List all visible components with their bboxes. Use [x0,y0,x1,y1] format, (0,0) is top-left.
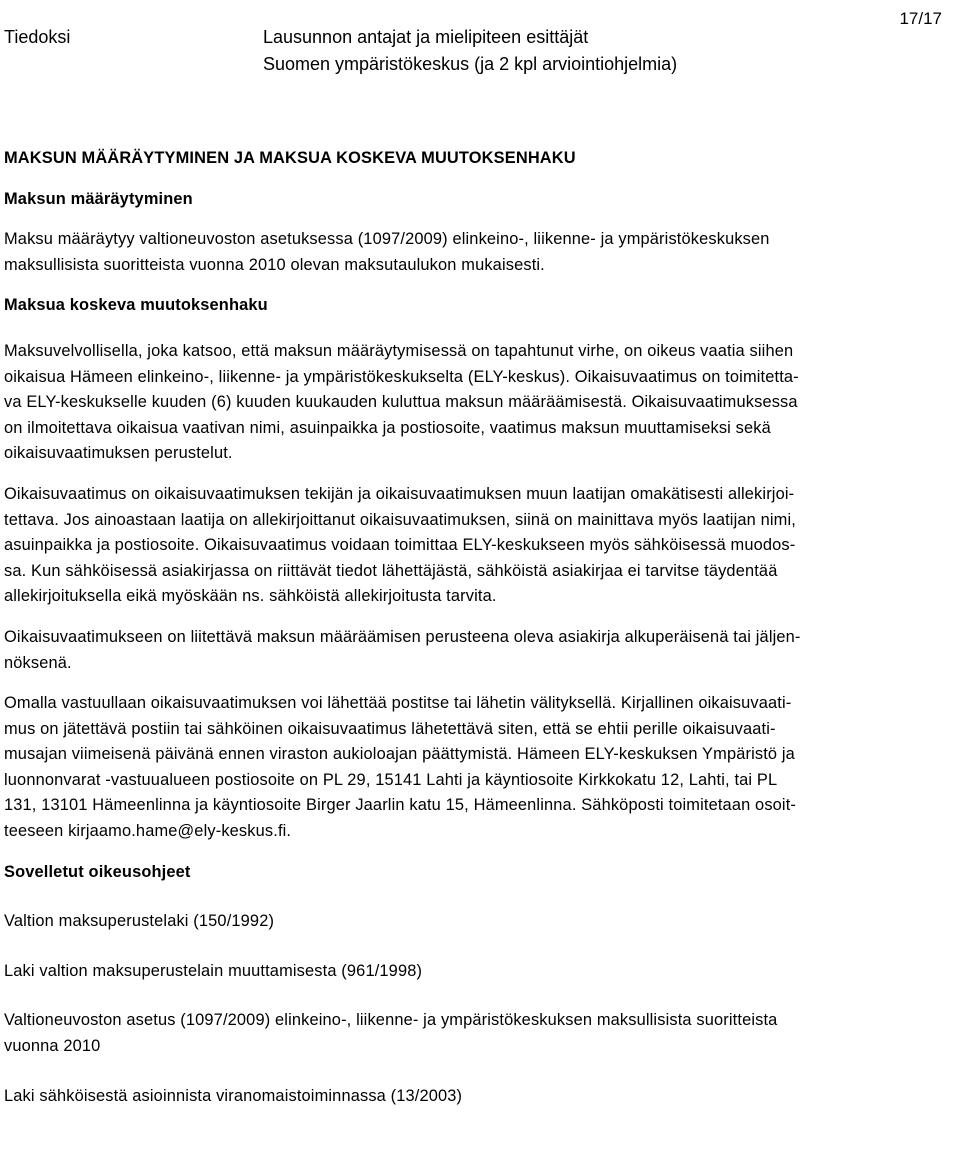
legal-reference-1: Valtion maksuperustelaki (150/1992) [4,912,275,931]
text-line: luonnonvarat -vastuualueen postiosoite on PL 29, 15141 Lahti ja käyntiosoite Kirkkokatu 12, Lahti, tai PL [4,770,778,789]
section-heading-muutoksenhaku: Maksua koskeva muutoksenhaku [4,296,268,315]
text-line: Valtioneuvoston asetus (1097/2009) elinkeino-, liikenne- ja ympäristökeskuksen maksullisista suoritteista [4,1011,778,1030]
text-line: allekirjoituksella eikä myöskään ns. sähköistä allekirjoitusta tarvita. [4,587,497,606]
text-line: Maksu määräytyy valtioneuvoston asetuksessa (1097/2009) elinkeino-, liikenne- ja ympäristökeskuksen [4,230,770,249]
legal-reference-4: Laki sähköisestä asioinnista viranomaistoiminnassa (13/2003) [4,1086,463,1105]
text-line: oikaisuvaatimuksen perustelut. [4,444,233,463]
recipients-line-1: Lausunnon antajat ja mielipiteen esittäjät [263,27,589,47]
page-number: 17/17 [899,9,942,28]
doc-type-label: Tiedoksi [4,27,71,47]
document-body [4,146,952,1109]
muutoksenhaku-paragraph-1 [4,339,952,467]
text-line: tettava. Jos ainoastaan laatija on allekirjoittanut oikaisuvaatimuksen, siinä on mainittava myös laatijan nimi, [4,510,796,529]
document-header [4,9,942,84]
text-line: teeseen kirjaamo.hame@ely-keskus.fi. [4,822,292,841]
muutoksenhaku-paragraph-2 [4,482,952,610]
section-heading-oikeusohjeet: Sovelletut oikeusohjeet [4,862,191,881]
section1-paragraph [4,227,952,278]
text-line: nöksenä. [4,653,72,672]
text-line: Maksuvelvollisella, joka katsoo, että maksun määräytymisessä on tapahtunut virhe, on oikeus vaatia siihen [4,341,794,360]
text-line: 131, 13101 Hämeenlinna ja käyntiosoite Birger Jaarlin katu 15, Hämeenlinna. Sähköposti toimitetaan osoit- [4,796,797,815]
text-line: musajan viimeisenä päivänä ennen viraston aukioloajan päättymistä. Hämeen ELY-keskuksen Ympäristö ja [4,745,795,764]
text-line: vuonna 2010 [4,1037,101,1056]
muutoksenhaku-paragraph-3 [4,625,952,676]
legal-reference-2: Laki valtion maksuperustelain muuttamisesta (961/1998) [4,961,423,980]
text-line: on ilmoitettava oikaisua vaativan nimi, asuinpaikka ja postiosoite, vaatimus maksun muuttamiseksi sekä [4,418,771,437]
text-line: maksullisista suoritteista vuonna 2010 olevan maksutaulukon mukaisesti. [4,255,545,274]
muutoksenhaku-paragraph-4 [4,691,952,845]
text-line: asuinpaikka ja postiosoite. Oikaisuvaatimus voidaan toimittaa ELY-keskukseen myös sähköisessä muodos- [4,536,796,555]
text-line: oikaisua Hämeen elinkeino-, liikenne- ja ympäristökeskukselta (ELY-keskus). Oikaisuvaatimus on toimitetta- [4,367,799,386]
main-heading: MAKSUN MÄÄRÄYTYMINEN JA MAKSUA KOSKEVA MUUTOKSENHAKU [4,149,576,167]
recipients-block [263,24,677,78]
text-line: sa. Kun sähköisessä asiakirjassa on riittävät tiedot lähettäjästä, sähköistä asiakirjaa ei tarvitse täydentää [4,561,778,580]
text-line: Omalla vastuullaan oikaisuvaatimuksen voi lähettää postitse tai lähetin välityksellä. Kirjallinen oikaisuvaati- [4,694,792,713]
recipients-line-2: Suomen ympäristökeskus (ja 2 kpl arviointiohjelmia) [263,54,678,74]
text-line: Oikaisuvaatimus on oikaisuvaatimuksen tekijän ja oikaisuvaatimuksen muun laatijan omakätisesti allekirjoi- [4,484,795,503]
text-line: mus on jätettävä postiin tai sähköinen oikaisuvaatimus lähetettävä siten, että se ehtii perille oikaisuvaati- [4,719,776,738]
text-line: va ELY-keskukselle kuuden (6) kuuden kuukauden kuluttua maksun määräämisestä. Oikaisuvaatimuksessa [4,393,798,412]
section-heading-maksun-maaraytyminen: Maksun määräytyminen [4,189,193,208]
legal-reference-3 [4,1008,952,1059]
text-line: Oikaisuvaatimukseen on liitettävä maksun määräämisen perusteena oleva asiakirja alkuperäisenä tai jäljen- [4,627,801,646]
